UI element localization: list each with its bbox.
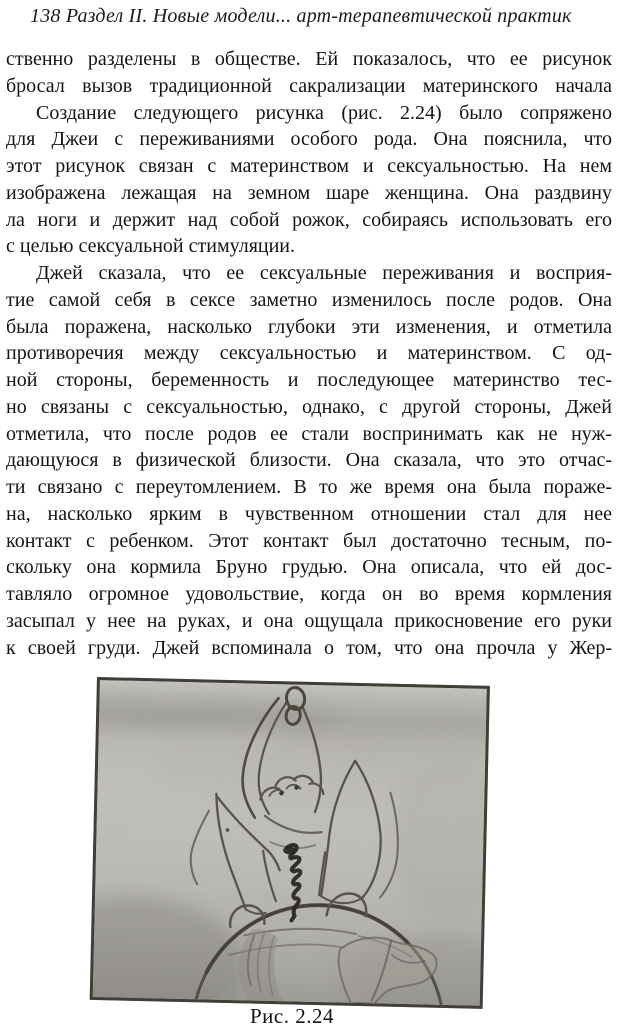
text-line: Джей сказала, что ее сексуальные переживания и восприя- (36, 262, 612, 284)
text-line: отметила, что после родов ее стали воспринимать как не нуж- (6, 422, 612, 445)
text-line: противоречия между сексуальностью и материнством. С од- (6, 342, 612, 365)
text-line: на, насколько ярким в чувственном отношении стал для нее (6, 502, 612, 525)
text-line: скольку она кормила Бруно грудью. Она описала, что ей дос- (6, 556, 612, 579)
text-line: ственно разделены в обществе. Ей показалось, что ее рисунок (6, 48, 612, 70)
header-title: Раздел II. Новые модели... арт-терапевтической практик (65, 5, 572, 27)
text-line: к своей груди. Джей вспоминала о том, что она прочла у Жер- (6, 636, 612, 659)
text-line: Создание следующего рисунка (рис. 2.24) было сопряжено (36, 101, 612, 124)
figure-2-24-drawing (93, 680, 487, 1006)
text-line: бросал вызов традиционной сакрализации материнского начала (6, 74, 612, 97)
text-line: но связаны с сексуальностью, однако, с другой стороны, Джей (6, 395, 612, 418)
text-line: этот рисунок связан с материнством и сексуальностью. На нем (6, 155, 612, 177)
running-header (30, 5, 600, 28)
text-line: ной стороны, беременность и последующее материнство тес- (6, 369, 612, 391)
text-line: для Джеи с переживаниями особого рода. Она пояснила, что (6, 128, 612, 151)
text-line: изображена лежащая на земном шаре женщина. Она раздвину (6, 181, 612, 204)
text-line: засыпал у нее на руках, и она ощущала прикосновение его руки (6, 609, 612, 632)
figure-2-24 (90, 677, 490, 1009)
page-number: 138 (30, 5, 61, 27)
text-line: дающуюся в физической близости. Она сказала, что это отчас- (6, 449, 612, 472)
text-line: с целью сексуальной стимуляции. (6, 235, 296, 258)
text-line: ла ноги и держит над собой рожок, собираясь использовать его (6, 208, 612, 231)
text-line: контакт с ребенком. Этот контакт был достаточно тесным, по- (6, 529, 612, 552)
text-line: тие самой себя в сексе заметно изменилось после родов. Она (6, 288, 612, 311)
text-line: ти связано с переутомлением. В то же время она была пораже- (6, 476, 612, 498)
figure-caption: Рис. 2.24 (250, 1004, 334, 1028)
text-line: была поражена, насколько глубоки эти изменения, и отметила (6, 315, 612, 338)
text-line: тавляло огромное удовольствие, когда он во время кормления (6, 583, 612, 605)
body-text (6, 46, 612, 661)
